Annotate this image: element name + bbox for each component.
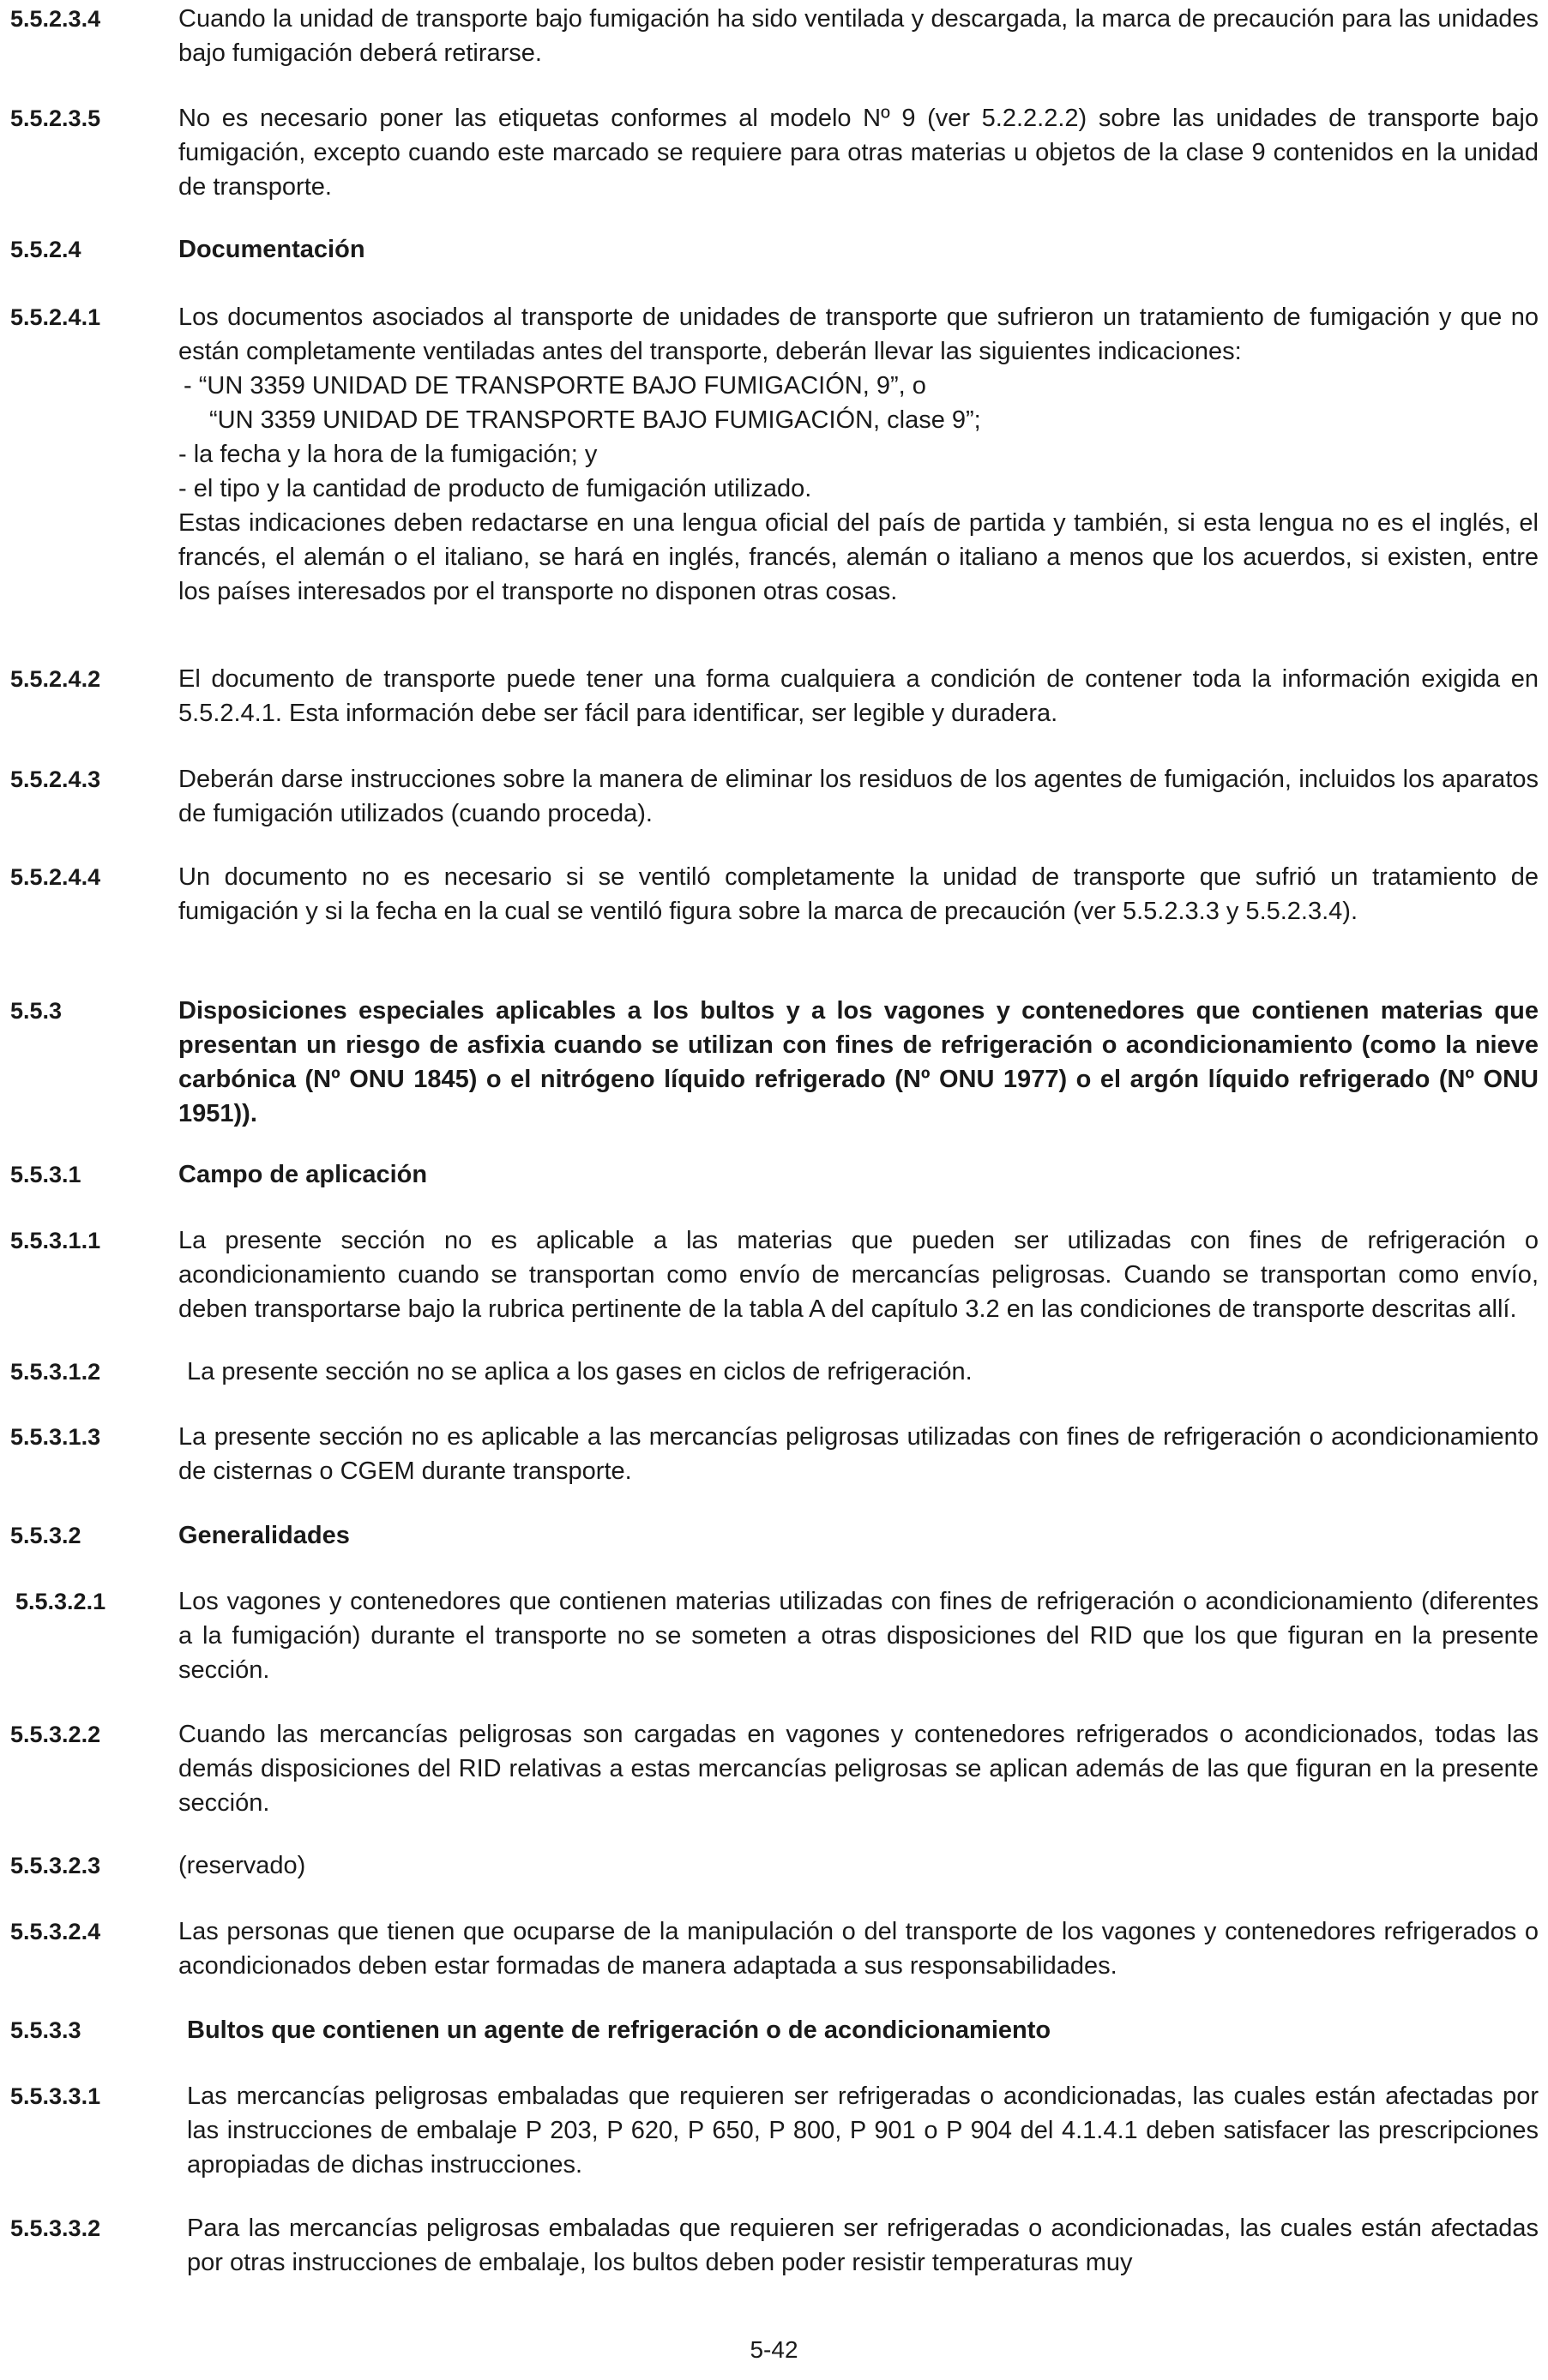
section-number: 5.5.3.2.4 xyxy=(10,1919,101,1944)
section-text: El documento de transporte puede tener una forma cualquiera a condición de contener toda la información exigida en 5.5.2.4.1. Esta información debe ser fácil para identificar, ser legible y duradera. xyxy=(178,665,1539,727)
section-number: 5.5.2.4.2 xyxy=(10,666,101,692)
section-number: 5.5.2.4.1 xyxy=(10,304,101,330)
list-item: - la fecha y la hora de la fumigación; y xyxy=(178,441,598,468)
section-number: 5.5.3.3 xyxy=(10,2017,81,2043)
section-heading: Campo de aplicación xyxy=(178,1161,428,1188)
section-text: La presente sección no se aplica a los gases en ciclos de refrigeración. xyxy=(187,1358,973,1385)
section-5-5-3 xyxy=(10,994,1537,1131)
paragraph: Estas indicaciones deben redactarse en una lengua oficial del país de partida y también, si esta lengua no es el inglés, el francés, el alemán o el italiano, se hará en inglés, francés, alemán o italiano a menos que los acuerdos, si existen, entre los países interesados por el transporte no disponen otras cosas. xyxy=(178,509,1539,605)
section-5-5-3-3 xyxy=(10,2013,1537,2047)
section-5-5-2-4-1 xyxy=(10,300,1537,609)
section-5-5-2-3-5 xyxy=(10,101,1537,204)
section-5-5-3-1-2 xyxy=(10,1355,1537,1389)
section-5-5-3-2-3 xyxy=(10,1848,1537,1883)
section-5-5-3-2 xyxy=(10,1518,1537,1553)
section-number: 5.5.3.1.1 xyxy=(10,1228,101,1253)
section-5-5-2-3-4 xyxy=(10,2,1537,70)
section-text: Cuando la unidad de transporte bajo fumigación ha sido ventilada y descargada, la marca de precaución para las unidades bajo fumigación deberá retirarse. xyxy=(178,5,1539,67)
section-number: 5.5.2.3.5 xyxy=(10,105,101,131)
section-text: (reservado) xyxy=(178,1852,306,1879)
section-5-5-3-3-2 xyxy=(10,2211,1537,2280)
section-5-5-2-4 xyxy=(10,232,1537,267)
section-heading: Bultos que contienen un agente de refrigeración o de acondicionamiento xyxy=(187,2016,1051,2044)
section-number: 5.5.3.2.1 xyxy=(15,1589,106,1614)
section-5-5-3-2-2 xyxy=(10,1717,1537,1820)
section-heading: Generalidades xyxy=(178,1522,350,1549)
section-number: 5.5.3.2.2 xyxy=(10,1722,101,1747)
list-item: “UN 3359 UNIDAD DE TRANSPORTE BAJO FUMIGACIÓN, clase 9”; xyxy=(209,406,981,434)
section-number: 5.5.2.4 xyxy=(10,237,81,262)
section-text: Deberán darse instrucciones sobre la manera de eliminar los residuos de los agentes de fumigación, incluidos los aparatos de fumigación utilizados (cuando proceda). xyxy=(178,766,1539,827)
section-5-5-2-4-3 xyxy=(10,762,1537,831)
section-5-5-3-3-1 xyxy=(10,2079,1537,2182)
section-number: 5.5.3.1.3 xyxy=(10,1424,101,1450)
section-number: 5.5.3.2.3 xyxy=(10,1853,101,1878)
section-number: 5.5.3.3.2 xyxy=(10,2215,101,2241)
section-text: No es necesario poner las etiquetas conformes al modelo Nº 9 (ver 5.2.2.2.2) sobre las unidades de transporte bajo fumigación, excepto cuando este marcado se requiere para otras materias u objetos de la clase 9 contenidos en la unidad de transporte. xyxy=(178,105,1539,201)
section-text xyxy=(178,300,1539,609)
section-number: 5.5.3.2 xyxy=(10,1523,81,1548)
section-number: 5.5.3.1.2 xyxy=(10,1359,101,1385)
section-text: Para las mercancías peligrosas embaladas que requieren ser refrigeradas o acondicionadas, las cuales están afectadas por otras instrucciones de embalaje, los bultos deben poder resistir temperaturas muy xyxy=(187,2215,1539,2276)
section-number: 5.5.3.1 xyxy=(10,1162,81,1187)
paragraph: Los documentos asociados al transporte de unidades de transporte que sufrieron un tratamiento de fumigación y que no están completamente ventiladas antes del transporte, deberán llevar las siguientes indicaciones: xyxy=(178,304,1539,365)
section-text: Cuando las mercancías peligrosas son cargadas en vagones y contenedores refrigerados o acondicionados, todas las demás disposiciones del RID relativas a estas mercancías peligrosas se aplican además de las que figuran en la presente sección. xyxy=(178,1721,1539,1817)
section-text: Los vagones y contenedores que contienen materias utilizadas con fines de refrigeración o acondicionamiento (diferentes a la fumigación) durante el transporte no se someten a otras disposiciones del RID que los que figuran en la presente sección. xyxy=(178,1588,1539,1684)
section-number: 5.5.3.3.1 xyxy=(10,2083,101,2109)
section-number: 5.5.2.3.4 xyxy=(10,6,101,32)
section-text: Un documento no es necesario si se ventiló completamente la unidad de transporte que sufrió un tratamiento de fumigación y si la fecha en la cual se ventiló figura sobre la marca de precaución (ver 5.5.2.3.3 y 5.5.2.3.4). xyxy=(178,863,1539,925)
section-text: La presente sección no es aplicable a las materias que pueden ser utilizadas con fines de refrigeración o acondicionamiento cuando se transportan como envío de mercancías peligrosas. Cuando se transportan como envío, deben transportarse bajo la rubrica pertinente de la tabla A del capítulo 3.2 en las condiciones de transporte descritas allí. xyxy=(178,1227,1539,1323)
section-number: 5.5.3 xyxy=(10,998,63,1024)
section-text: Las personas que tienen que ocuparse de la manipulación o del transporte de los vagones y contenedores refrigerados o acondicionados deben estar formadas de manera adaptada a sus responsabilidades. xyxy=(178,1918,1539,1980)
section-5-5-2-4-2 xyxy=(10,662,1537,730)
page-number: 5-42 xyxy=(750,2336,798,2363)
section-number: 5.5.2.4.3 xyxy=(10,766,101,792)
section-heading: Documentación xyxy=(178,236,365,263)
list-item: - “UN 3359 UNIDAD DE TRANSPORTE BAJO FUMIGACIÓN, 9”, o xyxy=(184,372,926,400)
section-5-5-3-1-1 xyxy=(10,1223,1537,1326)
section-text: La presente sección no es aplicable a las mercancías peligrosas utilizadas con fines de refrigeración o acondicionamiento de cisternas o CGEM durante transporte. xyxy=(178,1423,1539,1485)
section-5-5-3-1-3 xyxy=(10,1420,1537,1488)
section-5-5-3-1 xyxy=(10,1157,1537,1192)
section-5-5-2-4-4 xyxy=(10,860,1537,929)
section-number: 5.5.2.4.4 xyxy=(10,864,101,890)
section-5-5-3-2-4 xyxy=(10,1914,1537,1983)
list-item: - el tipo y la cantidad de producto de fumigación utilizado. xyxy=(178,475,812,502)
section-heading: Disposiciones especiales aplicables a los bultos y a los vagones y contenedores que contienen materias que presentan un riesgo de asfixia cuando se utilizan con fines de refrigeración o acondicionamiento (como la nieve carbónica (Nº ONU 1845) o el nitrógeno líquido refrigerado (Nº ONU 1977) o el argón líquido refrigerado (Nº ONU 1951)). xyxy=(178,997,1539,1127)
section-text: Las mercancías peligrosas embaladas que requieren ser refrigeradas o acondicionadas, las cuales están afectadas por las instrucciones de embalaje P 203, P 620, P 650, P 800, P 901 o P 904 del 4.1.4.1 deben satisfacer las prescripciones apropiadas de dichas instrucciones. xyxy=(187,2082,1539,2179)
section-5-5-3-2-1 xyxy=(10,1584,1537,1687)
